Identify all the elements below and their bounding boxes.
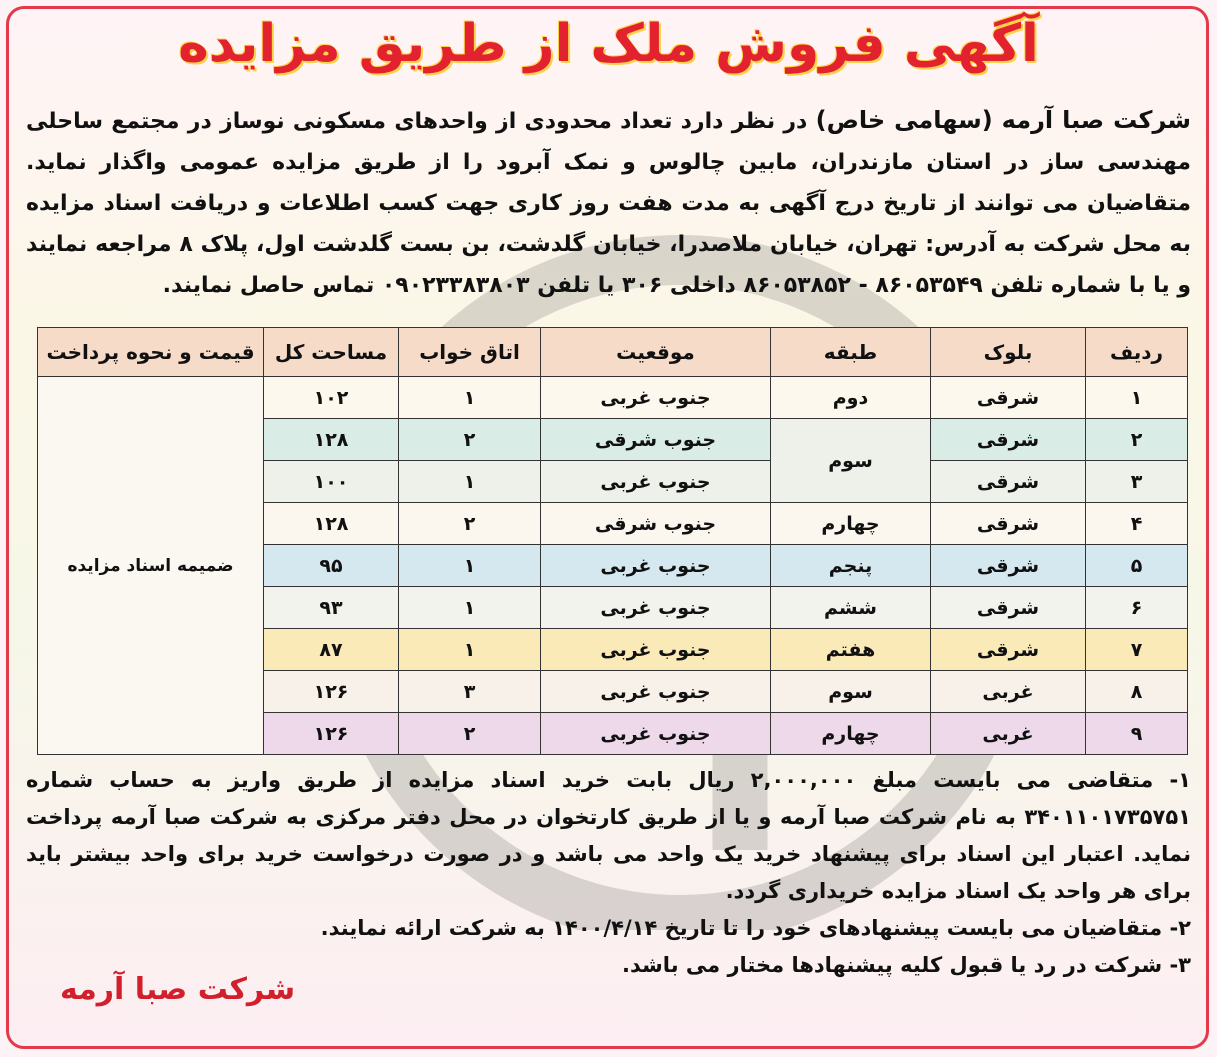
cell-row: ۶ xyxy=(1086,587,1188,629)
table-header-row xyxy=(38,328,1188,377)
cell-position: جنوب شرقی xyxy=(541,419,771,461)
term-item: ۱- متقاضی می بایست مبلغ ۲,۰۰۰,۰۰۰ ریال بابت خرید اسناد مزایده از طریق واریز به حساب شماره ۳۴۰۱۱۰۱۷۳۵۷۵۱ به نام شرکت صبا آرمه و یا از طریق کارتخوان در محل دفتر مرکزی به شرکت صبا آرمه پرداخت نماید. اعتبار این اسناد برای پیشنهاد خرید یک واحد می باشد و در صورت درخواست خرید برای واحد بیشتر باید برای هر واحد یک اسناد مزایده خریداری گردد. xyxy=(26,768,1191,903)
cell-floor: دوم xyxy=(771,377,931,419)
cell-bedrooms: ۳ xyxy=(399,671,541,713)
cell-area: ۱۰۲ xyxy=(264,377,399,419)
cell-position: جنوب غربی xyxy=(541,713,771,755)
header-price: قیمت و نحوه پرداخت xyxy=(38,328,264,377)
terms-section xyxy=(26,762,1191,984)
cell-area: ۱۲۸ xyxy=(264,419,399,461)
header-block: بلوک xyxy=(931,328,1086,377)
cell-row: ۸ xyxy=(1086,671,1188,713)
intro-text: در نظر دارد تعداد محدودی از واحدهای مسکونی نوساز در مجتمع ساحلی مهندسی ساز در استان مازندران، مابین چالوس و نمک آبرود را از طریق مزایده عمومی واگذار نماید. متقاضیان می توانند از تاریخ درج آگهی به مدت هفت روز کاری جهت کسب اطلاعات و دریافت اسناد مزایده به محل شرکت به آدرس: تهران، خیابان ملاصدرا، خیابان گلدشت، بن بست گلدشت اول، پلاک ۸ مراجعه نمایند و یا با شماره تلفن ۸۶۰۵۳۵۴۹ - ۸۶۰۵۳۸۵۲ داخلی ۳۰۶ یا تلفن ۰۹۰۲۳۳۸۳۸۰۳ تماس حاصل نمایند. xyxy=(26,109,1191,298)
cell-area: ۹۳ xyxy=(264,587,399,629)
cell-row: ۳ xyxy=(1086,461,1188,503)
cell-bedrooms: ۱ xyxy=(399,377,541,419)
term-item: ۲- متقاضیان می بایست پیشنهادهای خود را تا تاریخ ۱۴۰۰/۴/۱۴ به شرکت ارائه نمایند. xyxy=(320,916,1191,940)
cell-area: ۹۵ xyxy=(264,545,399,587)
table-row xyxy=(38,377,1188,419)
cell-bedrooms: ۲ xyxy=(399,419,541,461)
cell-position: جنوب غربی xyxy=(541,377,771,419)
header-row-number: ردیف xyxy=(1086,328,1188,377)
cell-position: جنوب غربی xyxy=(541,671,771,713)
cell-position: جنوب شرقی xyxy=(541,503,771,545)
cell-bedrooms: ۲ xyxy=(399,713,541,755)
header-floor: طبقه xyxy=(771,328,931,377)
cell-row: ۹ xyxy=(1086,713,1188,755)
cell-block: شرقی xyxy=(931,503,1086,545)
company-name: شرکت صبا آرمه (سهامی خاص) xyxy=(815,106,1191,134)
cell-position: جنوب غربی xyxy=(541,461,771,503)
cell-block: غربی xyxy=(931,671,1086,713)
header-area: مساحت کل xyxy=(264,328,399,377)
cell-row: ۲ xyxy=(1086,419,1188,461)
cell-block: شرقی xyxy=(931,587,1086,629)
cell-row: ۱ xyxy=(1086,377,1188,419)
cell-bedrooms: ۱ xyxy=(399,629,541,671)
cell-area: ۸۷ xyxy=(264,629,399,671)
cell-block: شرقی xyxy=(931,377,1086,419)
cell-position: جنوب غربی xyxy=(541,629,771,671)
cell-block: شرقی xyxy=(931,545,1086,587)
cell-price: ضمیمه اسناد مزایده xyxy=(38,377,264,755)
cell-block: غربی xyxy=(931,713,1086,755)
cell-bedrooms: ۱ xyxy=(399,461,541,503)
cell-row: ۷ xyxy=(1086,629,1188,671)
cell-area: ۱۲۶ xyxy=(264,713,399,755)
header-position: موقعیت xyxy=(541,328,771,377)
cell-floor: چهارم xyxy=(771,503,931,545)
header-bedrooms: اتاق خواب xyxy=(399,328,541,377)
cell-floor: ششم xyxy=(771,587,931,629)
cell-position: جنوب غربی xyxy=(541,545,771,587)
cell-bedrooms: ۱ xyxy=(399,545,541,587)
ad-title: آگهی فروش ملک از طریق مزایده xyxy=(178,14,1039,74)
cell-position: جنوب غربی xyxy=(541,587,771,629)
units-table xyxy=(37,327,1188,755)
cell-bedrooms: ۲ xyxy=(399,503,541,545)
cell-block: شرقی xyxy=(931,419,1086,461)
cell-floor: پنجم xyxy=(771,545,931,587)
cell-floor: هفتم xyxy=(771,629,931,671)
cell-block: شرقی xyxy=(931,629,1086,671)
intro-paragraph xyxy=(26,100,1191,306)
cell-floor: سوم xyxy=(771,671,931,713)
cell-row: ۵ xyxy=(1086,545,1188,587)
cell-area: ۱۰۰ xyxy=(264,461,399,503)
cell-area: ۱۲۶ xyxy=(264,671,399,713)
company-signature: شرکت صبا آرمه xyxy=(60,972,296,1007)
cell-area: ۱۲۸ xyxy=(264,503,399,545)
cell-floor: چهارم xyxy=(771,713,931,755)
cell-floor: سوم xyxy=(771,419,931,503)
cell-bedrooms: ۱ xyxy=(399,587,541,629)
cell-row: ۴ xyxy=(1086,503,1188,545)
cell-block: شرقی xyxy=(931,461,1086,503)
term-item: ۳- شرکت در رد یا قبول کلیه پیشنهادها مختار می باشد. xyxy=(622,953,1191,977)
